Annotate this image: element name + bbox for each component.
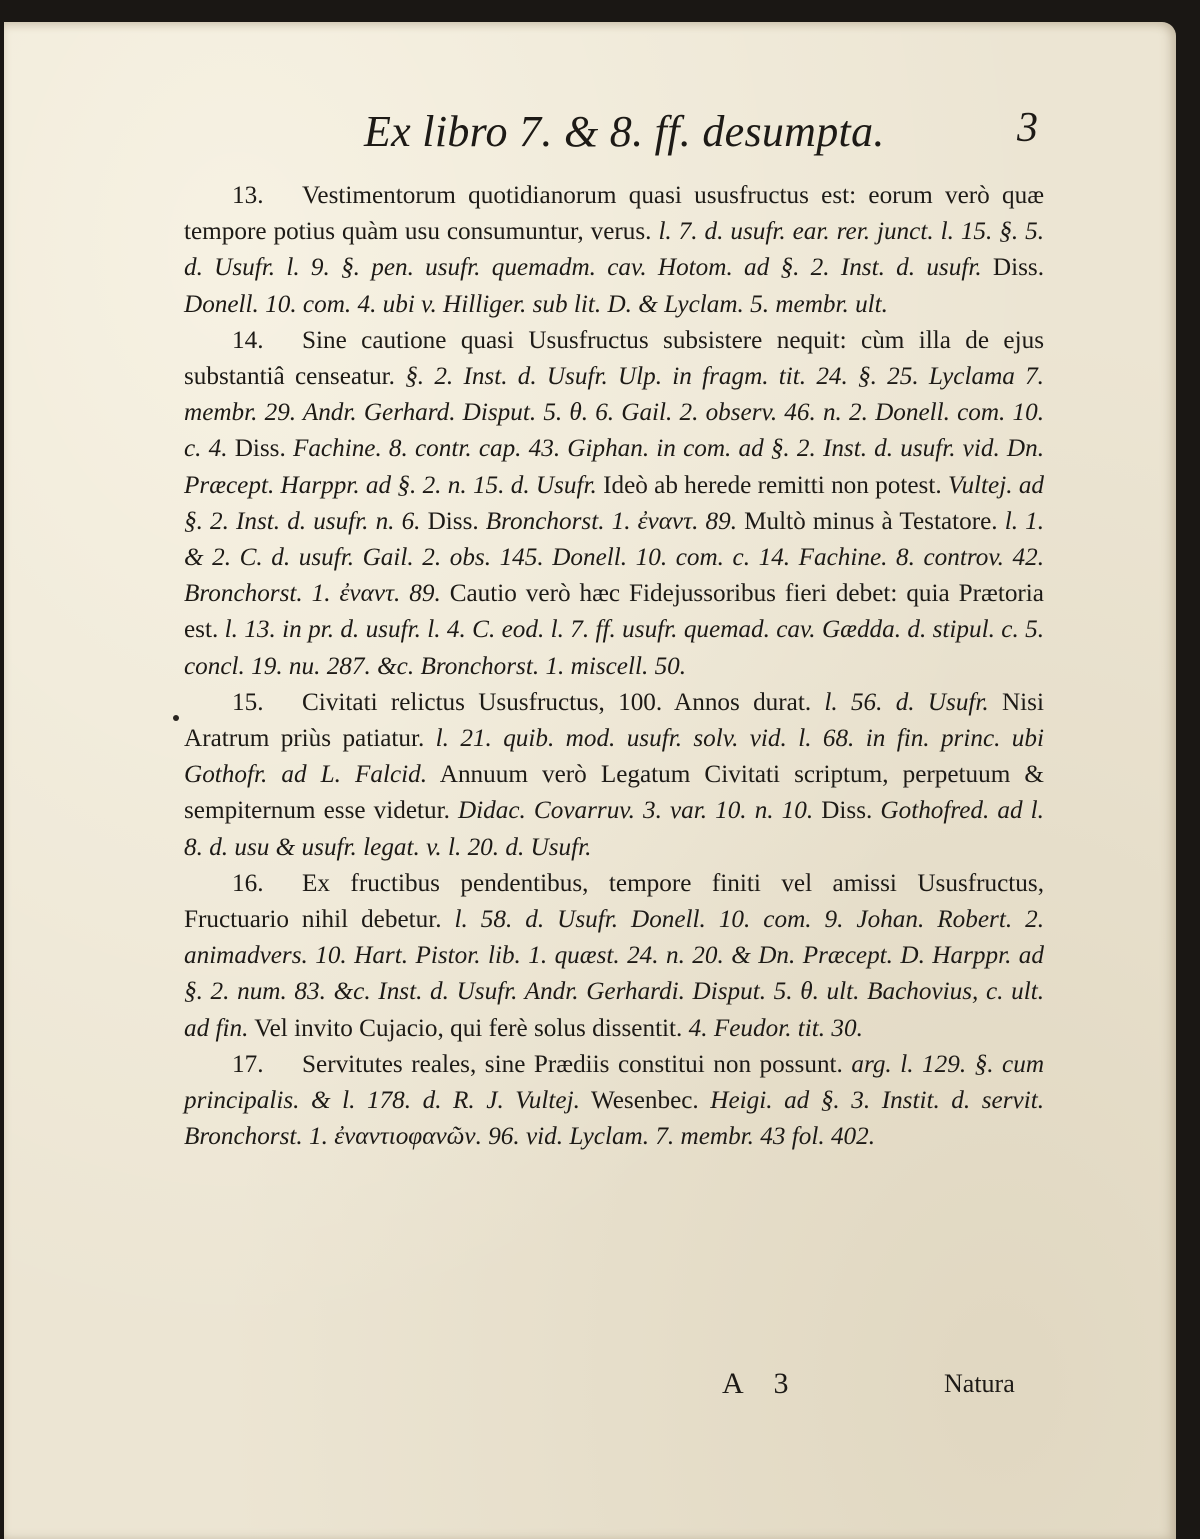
- book-page: [4, 22, 1176, 1539]
- body-segment: Vestimentorum quotidianorum quasi ususfructus est: eorum verò quæ tempore potius quàm usu consumuntur, verus.: [184, 182, 1044, 246]
- paragraph: [184, 1047, 1044, 1156]
- citation-text: arg. l. 129. §. cum principalis. & l. 178. d. R. J. Vultej.: [184, 1050, 1045, 1115]
- body-segment: Diss.: [813, 797, 881, 825]
- paragraph-number: 15.: [232, 688, 264, 716]
- body-segment: Vel invito Cujacio, qui ferè solus dissentit.: [248, 1014, 689, 1042]
- body-segment: Ideò ab herede remitti non potest.: [596, 471, 948, 499]
- citation-text: l. 21. quib. mod. usufr. solv. vid. l. 68. in fin. princ. ubi Gothofr. ad L. Falcid.: [184, 725, 1044, 789]
- paragraph: [184, 178, 1044, 323]
- body-segment: Diss.: [227, 435, 293, 463]
- citation-text: 4. Feudor. tit. 30.: [688, 1014, 863, 1042]
- paragraph: [184, 685, 1044, 866]
- body-text: [184, 178, 1044, 1155]
- body-segment: Cautio verò hæc Fidejussoribus fieri debet: quia Prætoria est.: [184, 580, 1044, 644]
- citation-text: Bronchorst. 1. ἐναντ. 89.: [485, 507, 738, 535]
- catchword: Natura: [944, 1369, 1015, 1398]
- body-segment: Diss.: [420, 507, 486, 535]
- citation-text: Gothofred. ad l. 8. d. usu & usufr. legat. v. l. 20. d. Usufr.: [184, 797, 1044, 861]
- citation-text: Didac. Covarruv. 3. var. 10. n. 10.: [457, 797, 814, 825]
- paragraph-number: 14.: [232, 326, 264, 354]
- body-segment: Wesenbec.: [579, 1087, 711, 1115]
- citation-text: l. 7. d. usufr. ear. rer. junct. l. 15. §. 5. d. Usufr. l. 9. §. pen. usufr. quemadm. cav. Hotom. ad §. 2. Inst. d. usufr.: [184, 218, 1044, 282]
- body-segment: Annuum verò Legatum Civitati scriptum, perpetuum & sempiternum esse videtur.: [184, 761, 1044, 825]
- paragraph: [184, 866, 1044, 1047]
- citation-text: l. 56. d. Usufr.: [824, 688, 989, 716]
- signature-mark: A 3: [722, 1367, 789, 1400]
- body-segment: Diss.: [981, 254, 1045, 282]
- page-number: 3: [1017, 105, 1038, 151]
- citation-text: §. 2. Inst. d. Usufr. Ulp. in fragm. tit. 24. §. 25. Lyclama 7. membr. 29. Andr. Gerhard. Disput. 5. θ. 6. Gail. 2. observ. 46. n. 2. Donell. com. 10. c. 4.: [184, 363, 1044, 463]
- page-header: [4, 100, 1176, 170]
- body-segment: Civitati relictus Ususfructus, 100. Annos durat.: [302, 688, 825, 716]
- body-segment: Multò minus à Testatore.: [737, 507, 1005, 535]
- running-title: Ex libro 7. & 8. ff. desumpta.: [364, 107, 885, 156]
- body-segment: Sine cautione quasi Ususfructus subsistere nequit: cùm illa de ejus substantiâ censeatur.: [184, 326, 1044, 391]
- citation-text: Vultej. ad §. 2. Inst. d. usufr. n. 6.: [184, 471, 1045, 535]
- citation-text: Donell. 10. com. 4. ubi v. Hilliger. sub lit. D. & Lyclam. 5. membr. ult.: [184, 290, 888, 318]
- body-segment: Ex fructibus pendentibus, tempore finiti vel amissi Ususfructus, Fructuario nihil debetur.: [184, 869, 1044, 934]
- citation-text: Heigi. ad §. 3. Instit. d. servit. Bronchorst. 1. ἐναντιοφανῶν. 96. vid. Lyclam. 7. membr. 43 fol. 402.: [184, 1087, 1045, 1151]
- paragraph-number: 16.: [232, 869, 264, 897]
- paragraph-number: 13.: [232, 182, 264, 209]
- body-segment: Nisi Aratrum priùs patiatur.: [184, 688, 1044, 753]
- paragraph: [184, 323, 1044, 685]
- citation-text: l. 13. in pr. d. usufr. l. 4. C. eod. l. 7. ff. usufr. quemad. cav. Gædda. d. stipul. c. 5. concl. 19. nu. 287. &c. Bronchorst. 1. miscell. 50.: [184, 616, 1044, 680]
- page-footer: [4, 1367, 1176, 1417]
- body-segment: Servitutes reales, sine Prædiis constitui non possunt.: [302, 1050, 852, 1078]
- citation-text: Fachine. 8. contr. cap. 43. Giphan. in com. ad §. 2. Inst. d. usufr. vid. Dn. Præcept. Harppr. ad §. 2. n. 15. d. Usufr.: [184, 435, 1044, 499]
- citation-text: l. 58. d. Usufr. Donell. 10. com. 9. Johan. Robert. 2. animadvers. 10. Hart. Pistor. lib. 1. quæst. 24. n. 20. & Dn. Præcept. D. Harppr. ad §. 2. num. 83. &c. Inst. d. Usufr. Andr. Gerhardi. Disput. 5. θ. ult. Bachovius, c. ult. ad fin.: [184, 906, 1044, 1042]
- ink-spot: [173, 715, 179, 721]
- citation-text: l. 1. & 2. C. d. usufr. Gail. 2. obs. 145. Donell. 10. com. c. 14. Fachine. 8. controv. 42. Bronchorst. 1. ἐναντ. 89.: [184, 507, 1044, 608]
- paragraph-number: 17.: [232, 1050, 264, 1078]
